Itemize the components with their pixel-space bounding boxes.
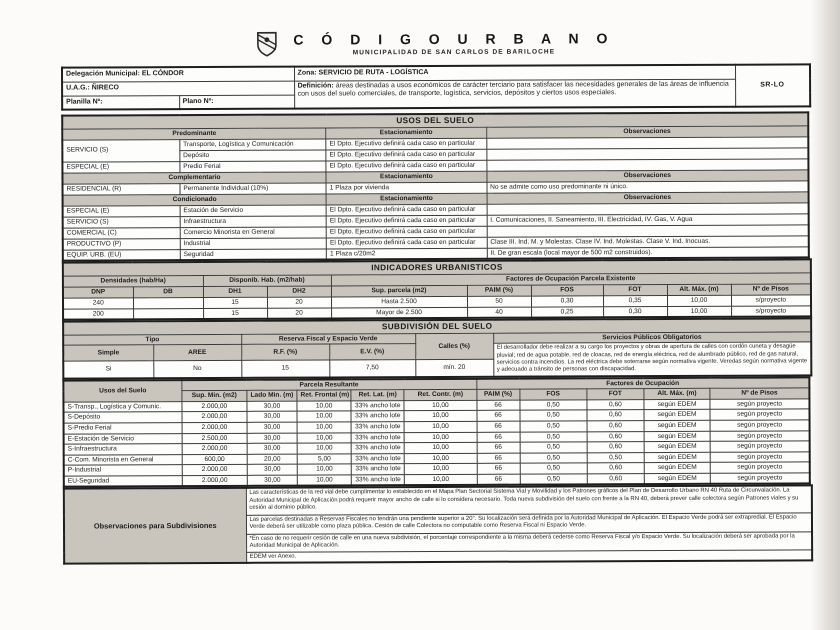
- cell: según EDEM: [644, 431, 710, 442]
- group-factores-ocupacion: Factores de Ocupación: [476, 377, 809, 390]
- section-title-subdivision: SUBDIVISIÓN DEL SUELO: [63, 319, 811, 335]
- col-usos-del-suelo: Usos del Suelo: [63, 380, 181, 402]
- cell: 33% ancho lote: [351, 453, 404, 464]
- cell-uso: C-Com. Minorista en General: [64, 454, 182, 465]
- cell-observaciones: Clase III. Ind. M. y Molestas. Clase IV. Ind. Molestas. Clase V. Ind. Inocuas.: [487, 235, 809, 247]
- cell-estacionamiento: 1 Plaza c/20m2: [326, 248, 486, 260]
- cell: 10,00: [297, 432, 351, 443]
- col-calles: Calles (%): [415, 333, 493, 360]
- cell: 20: [267, 308, 331, 319]
- cell: 10,00: [667, 306, 731, 317]
- col-lado-min: Lado Min. (m): [247, 390, 297, 401]
- cell-ev: 7,50: [329, 360, 415, 377]
- cell: 66: [477, 442, 520, 453]
- cell-estacionamiento: El Dpto. Ejecutivo definirá cada caso en particular: [326, 237, 486, 249]
- col-aree: AREE: [153, 345, 241, 361]
- cell-uso: Estación de Servicio: [180, 204, 326, 216]
- cell-uso: S-Predio Ferial: [64, 423, 182, 434]
- observacion-item: Las características de la red vial debe cumplimentar lo establecido en el Mapa Plan Sectorial Sistema Vial y Movilidad y los Patrones gráficos del Plan de Desarrollo Urbano RN 40 Ruta de Circunvalación. La Autoridad Municipal de Aplicación podrá requerir mayor ancho de calle si lo considera necesario. Toda nueva subdivisión del suelo con frente a la RN 40, deberá prever calle colectora según Patrones viales y su cesión al dominio público.: [246, 486, 812, 515]
- cell: 66: [477, 421, 520, 432]
- cell-uso: Transporte, Logística y Comunicación: [180, 138, 326, 150]
- cell: 2.500,00: [182, 433, 247, 444]
- cell: s/proyecto: [731, 305, 811, 316]
- municipal-crest-icon: [255, 31, 277, 57]
- cell: según proyecto: [710, 473, 809, 485]
- uag-label: U.A.G.:: [66, 84, 90, 92]
- cell: 2.000,00: [182, 443, 247, 454]
- cell-categoria: ESPECIAL (E): [63, 205, 180, 217]
- cell: 50: [467, 296, 531, 307]
- group-factores-existente: Factores de Ocupación Parcela Existente: [331, 272, 811, 285]
- cell: 0,25: [531, 306, 603, 317]
- cell: 10,00: [297, 401, 351, 412]
- section-title-usos: USOS DEL SUELO: [62, 112, 808, 128]
- cell-estacionamiento: El Dpto. Ejecutivo definirá cada caso en particular: [326, 226, 486, 238]
- cell: 66: [477, 432, 520, 443]
- group-tipo: Tipo: [63, 334, 241, 345]
- cell: según EDEM: [644, 420, 710, 431]
- definicion-label: Definición:: [297, 81, 334, 90]
- cell: 10,00: [297, 411, 351, 422]
- cell-estacionamiento: El Dpto. Ejecutivo definirá cada caso en particular: [326, 149, 486, 161]
- cell: 0,30: [531, 295, 603, 306]
- cell: 33% ancho lote: [351, 464, 404, 475]
- delegacion-value: EL CÓNDOR: [141, 70, 184, 78]
- zone-code-badge: SR-LO: [735, 64, 810, 106]
- col-fot: FOT: [603, 284, 667, 295]
- plano-field: Plano Nº:: [179, 95, 294, 110]
- cell: 66: [477, 463, 520, 474]
- cell-categoria: ESPECIAL (E): [62, 161, 179, 173]
- group-servicios-publicos: Servicios Públicos Obligatorios: [493, 331, 811, 343]
- cell: 10,00: [405, 464, 477, 475]
- cell-rf: 15: [241, 360, 329, 377]
- page-title: C Ó D I G O U R B A N O: [293, 29, 615, 48]
- col-alt-max: Alt. Máx. (m): [644, 389, 710, 400]
- cell: 0,50: [520, 463, 587, 474]
- delegacion-field: [62, 67, 294, 82]
- cell-observaciones: No se admite como uso predominante ni único.: [487, 180, 809, 192]
- cell-observaciones: II. De gran escala (local mayor de 500 m2 construidos).: [487, 246, 809, 258]
- cell: según EDEM: [644, 473, 710, 484]
- cell-estacionamiento: El Dpto. Ejecutivo definirá cada caso en particular: [326, 204, 486, 216]
- cell: 15: [203, 297, 267, 308]
- cell: según proyecto: [710, 430, 809, 441]
- cell-uso: S-Depósito: [64, 412, 182, 423]
- col-estacionamiento: Estacionamiento: [326, 171, 486, 183]
- cell: 0,50: [520, 421, 587, 432]
- col-sup-parcela: Sup. parcela (m2): [331, 285, 467, 297]
- cell: 30,00: [247, 422, 297, 433]
- cell: 20,00: [247, 454, 297, 465]
- scanned-document: [61, 28, 811, 565]
- cell-uso: Seguridad: [180, 248, 326, 260]
- col-dnp: DNP: [63, 286, 133, 297]
- subdivision-table: [62, 318, 812, 380]
- col-predominante: Predominante: [62, 127, 326, 139]
- col-estacionamiento: Estacionamiento: [326, 193, 486, 205]
- cell: 0,50: [520, 442, 587, 453]
- cell: 66: [477, 474, 520, 485]
- cell: 30,00: [247, 443, 297, 454]
- cell: 33% ancho lote: [351, 400, 404, 411]
- cell-aree: No: [153, 361, 241, 378]
- cell-estacionamiento: 1 Plaza por vivienda: [326, 182, 486, 194]
- cell: según EDEM: [644, 452, 710, 463]
- cell: 33% ancho lote: [352, 474, 405, 485]
- cell: 30,00: [247, 411, 297, 422]
- group-reserva: Reserva Fiscal y Espacio Verde: [241, 333, 415, 344]
- cell: según proyecto: [710, 420, 809, 431]
- cell-calles: mín. 20: [415, 360, 493, 377]
- col-simple: Simple: [63, 345, 153, 362]
- col-ret-contr: Ret. Contr. (m): [404, 390, 476, 401]
- observaciones-table: [63, 485, 813, 565]
- parcela-table: [62, 376, 810, 488]
- cell: 0,50: [587, 452, 644, 463]
- page-subtitle: MUNICIPALIDAD DE SAN CARLOS DE BARILOCHE: [352, 47, 556, 56]
- cell: 10,00: [404, 421, 476, 432]
- cell: 240: [63, 297, 133, 308]
- cell-uso: Depósito: [180, 149, 326, 161]
- zona-label: Zona:: [297, 69, 317, 77]
- cell: 0,50: [520, 453, 587, 464]
- document-header: [61, 28, 809, 57]
- cell: según proyecto: [710, 462, 809, 473]
- cell: 0,50: [520, 431, 587, 442]
- cell: según proyecto: [710, 441, 809, 452]
- uag-value: ÑIRECO: [91, 84, 120, 92]
- col-paim: PAIM (%): [467, 285, 531, 296]
- cell: 10,00: [404, 442, 476, 453]
- cell: 0,60: [587, 442, 644, 453]
- cell: 15: [203, 308, 267, 319]
- cell-uso: E-Estación de Servicio: [64, 433, 182, 444]
- cell: según EDEM: [644, 399, 710, 410]
- cell: 5,00: [297, 454, 351, 465]
- cell: según EDEM: [644, 441, 710, 452]
- cell-simple: Si: [63, 361, 153, 378]
- cell-uso: Industrial: [180, 237, 326, 249]
- cell: según EDEM: [644, 463, 710, 474]
- col-pisos: Nº de Pisos: [731, 283, 811, 294]
- cell-uso: Permanente Individual (10%): [180, 182, 326, 194]
- cell: según proyecto: [710, 399, 809, 410]
- cell: Hasta 2.500: [331, 296, 467, 308]
- cell: 33% ancho lote: [351, 443, 404, 454]
- section-title-indicadores: INDICADORES URBANISTICOS: [63, 259, 811, 275]
- cell: 33% ancho lote: [351, 432, 404, 443]
- cell: 600,00: [182, 454, 247, 465]
- cell: 2.000,00: [182, 422, 247, 433]
- cell-categoria: COMERCIAL (C): [63, 227, 180, 239]
- cell: 33% ancho lote: [351, 411, 404, 422]
- cell: 10,00: [297, 422, 351, 433]
- cell: 2.000,00: [182, 475, 247, 486]
- cell: 10,00: [297, 464, 351, 475]
- cell-estacionamiento: El Dpto. Ejecutivo definirá cada caso en particular: [326, 138, 486, 150]
- cell: 66: [477, 453, 520, 464]
- cell: 0,50: [520, 400, 587, 411]
- observacion-item: Las parcelas destinadas a Reservas Fiscales no tendrán una pendiente superior a 20°. Su localización será definida por la Autoridad Municipal de Aplicación. El Espacio Verde podrá ser extrapredial. El Espacio Verde deberá ser utilizable como plaza pública. Cesión de calle Colectora no computable como Reserva Fiscal ni Espacio Verde.: [246, 513, 812, 534]
- cell: 10,00: [297, 475, 351, 486]
- cell-uso: P-Industrial: [64, 465, 182, 476]
- cell-uso: S-Infraestructura: [64, 444, 182, 455]
- observacion-item: *En caso de no requerir cesión de calle en una nueva subdivisión, el porcentaje correspondiente a la misma deberá cederse como Reserva Fiscal y/o Espacio Verde. Su localización deberá ser aprobada por la Autoridad Municipal de Aplicación.: [246, 532, 812, 552]
- cell: 10,00: [404, 400, 476, 411]
- observaciones-subdivisiones-label: Observaciones para Subdivisiones: [64, 488, 246, 564]
- cell: [133, 308, 203, 319]
- col-sup-min: Sup. Min. (m2): [182, 391, 247, 402]
- cell: 33% ancho lote: [351, 422, 404, 433]
- cell: 40: [467, 307, 531, 318]
- cell: 20: [267, 297, 331, 308]
- cell-uso: S-Transp., Logística y Comunic.: [63, 401, 181, 412]
- cell: 0,50: [520, 410, 587, 421]
- col-pisos: Nº de Pisos: [710, 388, 809, 399]
- cell: 0,50: [520, 474, 587, 485]
- cell: según proyecto: [710, 452, 809, 463]
- cell-categoria: SERVICIO (S): [62, 139, 179, 162]
- group-densidades: Densidades (hab/Ha): [63, 275, 203, 287]
- cell: 66: [476, 400, 519, 411]
- cell: 0,60: [587, 463, 644, 474]
- cell: 2.000,00: [182, 401, 247, 412]
- cell: 10,00: [404, 411, 476, 422]
- col-complementario: Complementario: [62, 171, 326, 183]
- col-dh2: DH2: [267, 286, 331, 297]
- col-condicionado: Condicionado: [63, 193, 327, 205]
- col-alt-max: Alt. Máx. (m): [667, 284, 731, 295]
- cell-observaciones: I. Comunicaciones, II. Saneamiento, III. Electricidad, IV. Gas, V. Agua: [487, 213, 809, 225]
- cell: s/proyecto: [731, 294, 811, 305]
- cell-estacionamiento: El Dpto. Ejecutivo definirá cada caso en particular: [326, 160, 486, 172]
- cell-uso: Predio Ferial: [180, 160, 326, 172]
- observacion-item: EDEM ver Anexo.: [246, 550, 812, 563]
- table-row: [64, 486, 812, 516]
- cell: 10,00: [405, 453, 477, 464]
- cell: 30,00: [247, 475, 297, 486]
- cell: 200: [63, 308, 133, 319]
- title-block: [293, 30, 614, 56]
- col-observaciones: Observaciones: [487, 191, 809, 203]
- cell: [133, 297, 203, 308]
- cell: según proyecto: [710, 409, 809, 420]
- cell-uso: Comercio Minorista en General: [180, 226, 326, 238]
- indicadores-table: [62, 258, 812, 320]
- col-observaciones: Observaciones: [486, 125, 808, 137]
- cell: 30,00: [247, 401, 297, 412]
- cell: 10,00: [297, 443, 351, 454]
- col-observaciones: Observaciones: [487, 169, 809, 181]
- cell-categoria: EQUIP. URB. (EU): [63, 249, 180, 261]
- cell: según EDEM: [644, 410, 710, 421]
- col-ret-frontal: Ret. Frontal (m): [297, 390, 351, 401]
- cell-categoria: SERVICIO (S): [63, 216, 180, 228]
- info-table: [61, 63, 811, 110]
- zona-value: SERVICIO DE RUTA - LOGÍSTICA: [318, 69, 429, 77]
- cell: 0,30: [603, 306, 667, 317]
- cell: 0,60: [587, 473, 644, 484]
- cell: 10,00: [405, 474, 477, 485]
- cell: 0,35: [603, 295, 667, 306]
- cell-categoria: RESIDENCIAL (R): [63, 183, 180, 195]
- cell: 10,00: [667, 295, 731, 306]
- planilla-field: Planilla Nº:: [62, 95, 179, 110]
- group-disponib: Disponib. Hab. (m2/hab): [203, 275, 331, 287]
- uag-field: [62, 81, 294, 96]
- col-db: DB: [133, 286, 203, 297]
- delegacion-label: Delegación Municipal:: [66, 70, 140, 78]
- col-fos: FOS: [520, 389, 587, 400]
- cell-categoria: PRODUCTIVO (P): [63, 238, 180, 250]
- col-fos: FOS: [531, 284, 603, 295]
- usos-del-suelo-table: [61, 111, 810, 261]
- col-dh1: DH1: [203, 286, 267, 297]
- cell: 0,60: [587, 431, 644, 442]
- cell-uso: Infraestructura: [180, 215, 326, 227]
- servicios-publicos-text: El desarrollador debe realizar a su cargo los proyectos y obras de apertura de calles con cordón cuneta y desagüe pluvial; red de agua potable, red de cloacas, red de energía eléctrica, red de alumbrado público, red de gas natural, servicios contra incendios. La red eléctrica debe soterrarse según normativa vigente. Veredas según normativa vigente y adecuado a tránsito de personas con discapacidad.: [493, 342, 811, 376]
- group-parcela-resultante: Parcela Resultante: [182, 378, 477, 390]
- cell: Mayor de 2.500: [331, 307, 467, 319]
- col-ret-lat: Ret. Lat. (m): [351, 390, 404, 401]
- cell-estacionamiento: El Dpto. Ejecutivo definirá cada caso en particular: [326, 215, 486, 227]
- col-fot: FOT: [587, 389, 644, 400]
- definicion-field: [294, 79, 735, 109]
- cell: 0,60: [587, 421, 644, 432]
- cell: 2.000,00: [182, 465, 247, 476]
- col-rf: R.F. (%): [241, 344, 329, 360]
- col-ev: E.V. (%): [329, 344, 415, 360]
- cell: 30,00: [247, 464, 297, 475]
- cell-uso: EU-Seguridad: [64, 475, 182, 487]
- cell: 0,60: [587, 410, 644, 421]
- definicion-text: áreas destinadas a usos económicos de carácter terciario para satisfacer las necesidades generales de las áreas de influencia con usos del suelo comerciales, de transporte, logística, servicios, depósitos y ciertos usos especiales.: [297, 80, 729, 98]
- col-paim: PAIM (%): [476, 389, 519, 400]
- cell: 66: [477, 411, 520, 422]
- info-row-2: [62, 78, 810, 95]
- cell: 2.000,00: [182, 412, 247, 423]
- cell: 10,00: [404, 432, 476, 443]
- col-estacionamiento: Estacionamiento: [326, 127, 486, 139]
- cell: 0,60: [587, 399, 644, 410]
- cell: 30,00: [247, 433, 297, 444]
